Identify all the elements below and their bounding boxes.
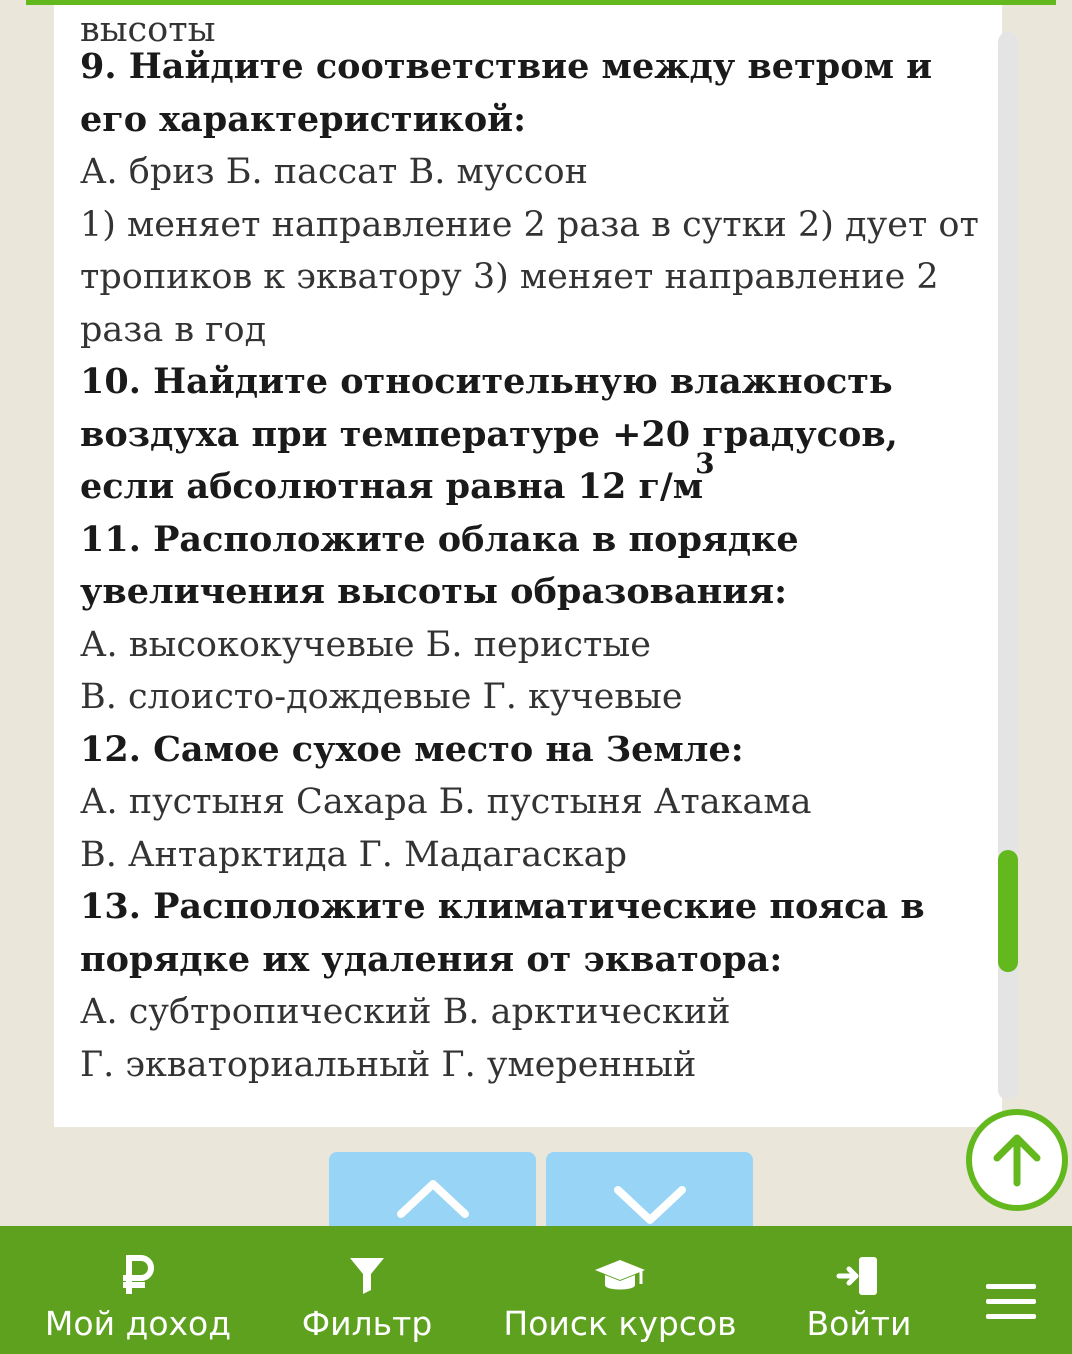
question-10-title bbox=[80, 356, 980, 514]
scrollbar-thumb[interactable] bbox=[998, 850, 1018, 972]
question-13-line-1: А. субтропический В. арктический bbox=[80, 992, 731, 1032]
question-11-line-1: А. высококучевые Б. перистые bbox=[80, 624, 651, 665]
chevron-up-icon bbox=[397, 1178, 469, 1218]
question-12-title: 12. Самое сухое место на Земле: bbox=[80, 728, 744, 770]
question-12-line-2: В. Антарктида Г. Мадагаскар bbox=[80, 834, 628, 875]
question-9-options: А. бриз Б. пассат В. муссон bbox=[80, 152, 588, 192]
question-9-matches: 1) меняет направление 2 раза в сутки 2) дует от тропиков к экватору 3) меняет направление 2 раза в год bbox=[80, 204, 979, 350]
filter-funnel-icon bbox=[347, 1254, 387, 1296]
graduation-cap-icon bbox=[593, 1254, 647, 1296]
nav-filter[interactable] bbox=[292, 1226, 442, 1354]
hamburger-menu-icon[interactable] bbox=[986, 1284, 1036, 1320]
question-12-line-1: А. пустыня Сахара Б. пустыня Атакама bbox=[80, 782, 812, 822]
login-door-icon bbox=[837, 1254, 881, 1298]
nav-login[interactable] bbox=[794, 1226, 924, 1354]
ruble-icon bbox=[118, 1254, 158, 1296]
nav-login-label: Войти bbox=[806, 1304, 912, 1343]
question-10-exponent: 3 bbox=[695, 447, 715, 481]
question-9-title: 9. Найдите соответствие между ветром и его характеристикой: bbox=[80, 46, 933, 140]
arrow-up-icon bbox=[992, 1133, 1042, 1187]
scroll-to-top-button[interactable] bbox=[966, 1109, 1068, 1211]
question-11-line-2: В. слоисто-дождевые Г. кучевые bbox=[80, 677, 683, 717]
bottom-navigation-bar bbox=[0, 1226, 1072, 1354]
nav-course-search[interactable] bbox=[500, 1226, 740, 1354]
question-text-card bbox=[54, 5, 1002, 1127]
question-13-line-2: Г. экваториальный Г. умеренный bbox=[80, 1044, 697, 1085]
question-content bbox=[80, 41, 980, 1091]
nav-my-income-label: Мой доход bbox=[44, 1304, 232, 1343]
nav-course-search-label: Поиск курсов bbox=[503, 1304, 737, 1343]
question-10-text: 10. Найдите относительную влажность воздуха при температуре +20 градусов, если абсолютная равна 12 г/м bbox=[80, 361, 898, 507]
nav-filter-label: Фильтр bbox=[301, 1304, 433, 1343]
question-11-title: 11. Расположите облака в порядке увеличения высоты образования: bbox=[80, 518, 799, 612]
question-13-title: 13. Расположите климатические пояса в порядке их удаления от экватора: bbox=[80, 886, 925, 980]
chevron-down-icon bbox=[614, 1178, 686, 1226]
nav-my-income[interactable] bbox=[38, 1226, 238, 1354]
previous-line-cut: высоты bbox=[80, 9, 216, 50]
